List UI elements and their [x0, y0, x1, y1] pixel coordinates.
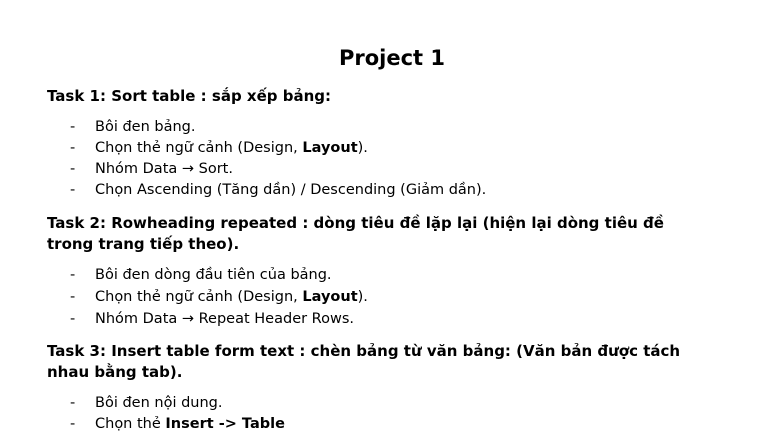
bullet-dash: -	[70, 119, 76, 135]
bullet-bold-text: Layout	[302, 140, 358, 156]
bullet-text: Bôi đen dòng đầu tiên của bảng.	[95, 267, 332, 283]
task2-heading-line1: Task 2: Rowheading repeated : dòng tiêu đề lặp lại (hiện lại dòng tiêu đề	[47, 214, 664, 232]
bullet-dash: -	[70, 267, 76, 283]
task2-bullet-1	[70, 265, 332, 285]
task1-bullet-3	[70, 159, 233, 179]
task1-bullet-1	[70, 117, 195, 137]
bullet-text-end: ).	[357, 289, 368, 305]
bullet-bold-text: Layout	[302, 289, 358, 305]
bullet-text: Nhóm Data → Sort.	[95, 161, 233, 177]
task1-bullet-2	[70, 138, 368, 158]
task3-heading-line2: nhau bằng tab).	[47, 363, 183, 381]
bullet-text: Bôi đen nội dung.	[95, 395, 223, 411]
bullet-text: Bôi đen bảng.	[95, 119, 196, 135]
bullet-bold-text: Insert -> Table	[165, 416, 285, 432]
task3-bullet-2	[70, 414, 285, 434]
task1-heading: Task 1: Sort table : sắp xếp bảng:	[47, 87, 331, 105]
task1-bullet-4	[70, 180, 486, 200]
bullet-text: Chọn thẻ ngữ cảnh (Design,	[95, 140, 303, 156]
bullet-dash: -	[70, 416, 76, 432]
bullet-text: Chọn thẻ ngữ cảnh (Design,	[95, 289, 303, 305]
task2-bullet-3	[70, 309, 354, 329]
bullet-dash: -	[70, 161, 76, 177]
bullet-text-end: ).	[357, 140, 368, 156]
task3-heading-line1: Task 3: Insert table form text : chèn bảng từ văn bảng: (Văn bản được tách	[47, 342, 681, 360]
bullet-dash: -	[70, 395, 76, 411]
page-title: Project 1	[338, 46, 446, 70]
bullet-text: Chọn Ascending (Tăng dần) / Descending (Giảm dần).	[95, 182, 487, 198]
task3-bullet-1	[70, 393, 222, 413]
task2-bullet-2	[70, 287, 368, 307]
bullet-text: Chọn thẻ	[95, 416, 166, 432]
bullet-text: Nhóm Data → Repeat Header Rows.	[95, 311, 355, 327]
bullet-dash: -	[70, 182, 76, 198]
bullet-dash: -	[70, 140, 76, 156]
bullet-dash: -	[70, 289, 76, 305]
task2-heading-line2: trong trang tiếp theo).	[47, 235, 240, 253]
bullet-dash: -	[70, 311, 76, 327]
